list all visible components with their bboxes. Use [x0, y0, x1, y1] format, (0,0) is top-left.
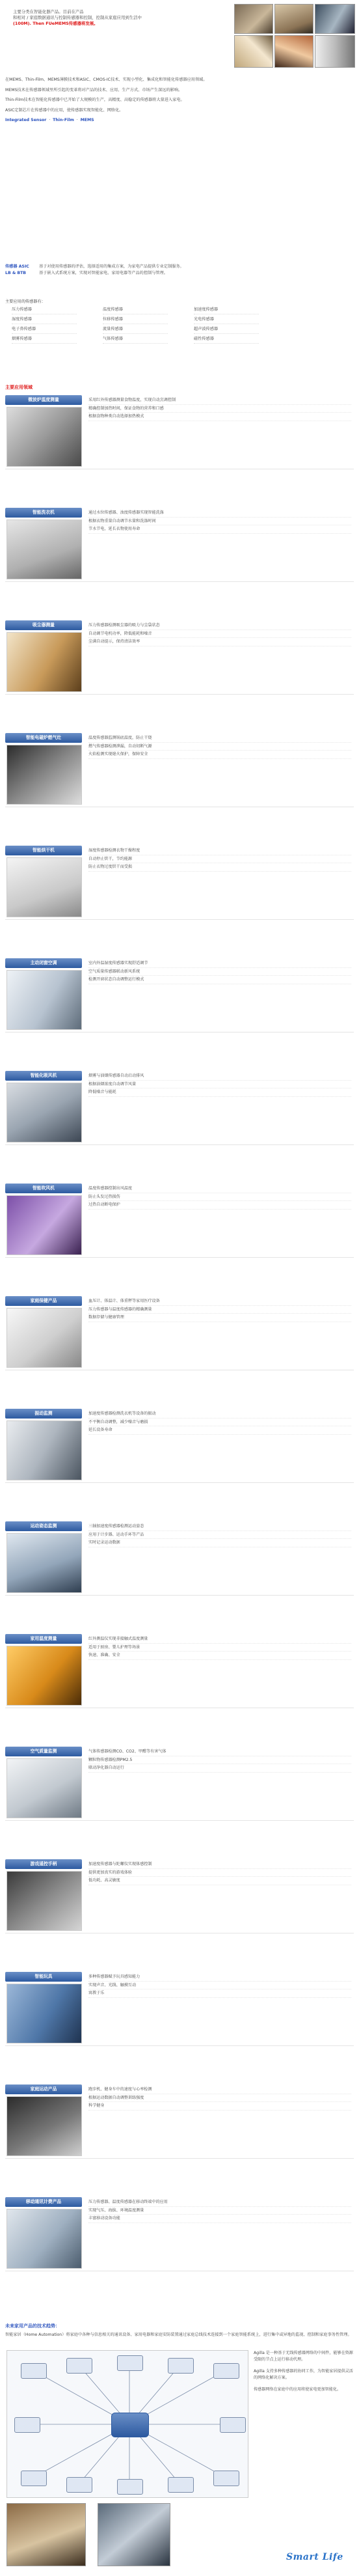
application-photo [7, 1984, 82, 2043]
application-description-line: 温度传感器监测锅底温度，防止干烧 [88, 734, 351, 743]
header-photo-collage [234, 4, 355, 68]
sensor-item: 位移传感器 [103, 316, 168, 324]
intro-paragraph: MEMS技术在传感器领域里所引起的变革将对产品的技术、应用、生产方式、市场产生深远的影响。 [5, 87, 183, 92]
application-label: 智能烘干机 [5, 846, 82, 855]
application-description-line: 自动调节电机功率，降低能耗和噪音 [88, 630, 351, 639]
header-line: 主要分类在智能化器产品。目前在产品 [13, 9, 84, 14]
application-label: 空气质量监测 [5, 1747, 82, 1756]
application-description-line: 红外测温仪实现非接触式温度测量 [88, 1635, 351, 1644]
photo [315, 35, 355, 68]
application-description-line: 根据运动数据自动调整训练强度 [88, 2094, 351, 2103]
application-description-line: 空气质量传感器联动新风系统 [88, 968, 351, 976]
network-device-node [168, 2477, 194, 2493]
application-label: 智能洗衣机 [5, 508, 82, 518]
application-description-line: 三轴加速度传感器检测运动姿态 [88, 1523, 351, 1531]
network-device-node [66, 2477, 92, 2493]
application-description [88, 1410, 351, 1435]
application-photo [7, 857, 82, 917]
intro-paragraph: Thin-Film技术在智能化传感器中已开始了大规模的生产，高精度、高稳定的传感器将大量进入家电。 [5, 98, 185, 102]
application-description [88, 1185, 351, 1210]
sensor-item: 气体传感器 [103, 335, 168, 344]
application-label: 微波炉温度测量 [5, 395, 82, 405]
application-description-line: 过热自动断电保护 [88, 1201, 351, 1210]
application-row [5, 730, 354, 807]
application-row [5, 1068, 354, 1145]
service-type-text: 基于嵌入式系统方案，实现对智能家电、家用电器等产品的控制与管理。 [39, 271, 168, 275]
application-description-line: 延长设备寿命 [88, 1426, 351, 1435]
application-description-line: 精确控制加热时间，保证食物的营养和口感 [88, 405, 351, 413]
application-description-line: 科学健身 [88, 2102, 351, 2111]
application-description-line: 实现声音、光线、触摸互动 [88, 1982, 351, 1990]
sensor-item: 温度传感器 [103, 306, 168, 314]
intro-paragraph: ASIC定制芯片在传感器中的应用，使传感器实现智能化、网络化。 [5, 107, 124, 113]
application-description-line: 数据存储与健康管理 [88, 1314, 351, 1322]
network-device-node [66, 2358, 92, 2374]
keyword: Thin-Film [53, 118, 74, 122]
application-row [5, 2195, 354, 2271]
service-type-label: 传感器 ASIC [5, 264, 29, 269]
application-description-line: 自动停止烘干，节约能源 [88, 855, 351, 864]
application-photo [7, 970, 82, 1030]
agilla-paragraph: Agilla 支持多种传感器的协同工作，为智能家居提供灵活的网络化解决方案。 [254, 2369, 353, 2380]
application-description-line: 提供更加真实的游戏体验 [88, 1869, 351, 1877]
application-photo [7, 1308, 82, 1368]
application-label: 主动闭窗空调 [5, 958, 82, 968]
application-label: 智能化吸风机 [5, 1071, 82, 1081]
application-description-line: 多种传感器赋予玩具感知能力 [88, 1973, 351, 1982]
application-description-line: 室内外温湿度传感器实现舒适调节 [88, 960, 351, 968]
service-type-row [5, 264, 354, 270]
application-row [5, 393, 354, 469]
application-description-line: 通过水位传感器、浊度传感器实现智能洗涤 [88, 509, 351, 518]
application-description-line: 适用于厨房、婴儿护理等场景 [88, 1644, 351, 1652]
application-photo [7, 745, 82, 805]
application-label: 智能电磁炉燃气灶 [5, 733, 82, 743]
application-description-line: 火焰检测实现熄火保护，保障安全 [88, 751, 351, 759]
sensor-item: 超声波传感器 [194, 325, 259, 334]
application-row [5, 1294, 354, 1370]
application-description-line: 检测开窗状态自动调整运行模式 [88, 976, 351, 984]
keyword: Integrated Sensor [5, 118, 47, 122]
application-label: 振动监测 [5, 1409, 82, 1419]
application-photo [7, 1646, 82, 1706]
sensor-item: 压力传感器 [12, 306, 77, 314]
application-row [5, 505, 354, 582]
network-device-node [213, 2363, 239, 2379]
application-description [88, 1635, 351, 1660]
application-row [5, 618, 354, 695]
application-description [88, 1297, 351, 1322]
application-row [5, 1969, 354, 2046]
application-description [88, 2198, 351, 2223]
application-label: 移动通讯计费产品 [5, 2197, 82, 2207]
sensor-item: 电子鼻传感器 [12, 325, 77, 334]
application-description-line: 降低噪音与能耗 [88, 1088, 351, 1097]
application-description [88, 396, 351, 421]
application-description-line: 跑步机、健身车中的速度与心率检测 [88, 2086, 351, 2094]
sensor-item: 光电传感器 [194, 316, 259, 324]
application-photo [7, 1758, 82, 1818]
header-text [13, 9, 228, 27]
application-description [88, 1748, 351, 1773]
application-description-line: 实时记录运动数据 [88, 1539, 351, 1547]
application-row [5, 956, 354, 1032]
application-row [5, 1744, 354, 1821]
sensor-table-caption: 主要应用的传感器有： [5, 299, 46, 304]
sensor-table [5, 298, 291, 344]
agilla-paragraph: Agilla 是一种基于无线传感器网络的中间件，能够在资源受限的节点上运行移动代理。 [254, 2351, 353, 2362]
control-panel-photo [98, 2503, 170, 2566]
application-photo [7, 1420, 82, 1480]
keyword: MEMS [80, 118, 94, 122]
application-description-line: 不平衡自动调整，减少噪音与磨损 [88, 1419, 351, 1427]
agilla-description [254, 2350, 354, 2398]
network-device-node [168, 2358, 194, 2374]
sensor-item: 流量传感器 [103, 325, 168, 334]
application-photo [7, 2209, 82, 2269]
application-description-line: 防止头发过热损伤 [88, 1193, 351, 1202]
application-description-line: 丰富移动设备功能 [88, 2215, 351, 2223]
application-description-line: 根据衣物重量自动调节水量和洗涤时间 [88, 518, 351, 526]
application-label: 游戏遥控手柄 [5, 1859, 82, 1869]
application-row [5, 1631, 354, 1708]
application-photo [7, 1083, 82, 1143]
section-title: 主要应用领域 [5, 385, 33, 390]
home-gateway-hub [111, 2413, 149, 2437]
network-device-node [117, 2355, 143, 2371]
network-device-node [21, 2471, 47, 2486]
service-type-label: LB & BTB [5, 271, 27, 275]
header-line: 和相对 / 家庭数据通讯与控制传感器和控制，控制从家庭应用到生活中 [13, 15, 142, 20]
application-description-line: 血压计、体温计、体重秤等家用医疗设备 [88, 1297, 351, 1306]
application-description-line: 气体传感器检测CO、CO2、甲醛等有害气体 [88, 1748, 351, 1756]
application-description [88, 622, 351, 646]
application-photo [7, 1533, 82, 1593]
application-description [88, 1861, 351, 1885]
service-types [5, 264, 354, 277]
network-device-node [213, 2471, 239, 2486]
sensor-item: 湿度传感器 [12, 316, 77, 324]
application-description-line: 低功耗、高灵敏度 [88, 1877, 351, 1885]
application-description-line: 温度传感器控制出风温度 [88, 1185, 351, 1193]
future-trends-title: 未来家用产品的技术趋势： [5, 2323, 60, 2329]
application-description [88, 960, 351, 984]
application-photo [7, 519, 82, 579]
smart-life-logo: Smart Life [286, 2552, 343, 2562]
application-label: 智能玩具 [5, 1972, 82, 1982]
application-description-line: 烟雾与油烟传感器自动启动排风 [88, 1072, 351, 1081]
application-description-line: 快速、准确、安全 [88, 1652, 351, 1660]
application-description-line: 压力传感器检测吸尘器的吸力与尘袋状态 [88, 622, 351, 630]
application-row [5, 1406, 354, 1483]
future-trends-text: 智能家居（Home Automation）将家庭中各种与信息相关的通讯设备、家用电器和家庭安防装置通过家庭总线技术连接到一个家庭智能系统上，进行集中或异地的监视、控制和家庭事务性管理。 [5, 2333, 352, 2337]
application-description-line: 节水节电，延长衣物使用寿命 [88, 525, 351, 534]
network-device-node [21, 2363, 47, 2379]
application-description [88, 1523, 351, 1547]
application-description-line: 加速度传感器检测洗衣机等设备的振动 [88, 1410, 351, 1419]
application-description-line: 燃气传感器检测泄漏，自动切断气源 [88, 743, 351, 751]
application-description-line: 防止衣物过度烘干而受损 [88, 863, 351, 872]
photo [234, 4, 273, 34]
application-description [88, 1072, 351, 1097]
photo [274, 35, 313, 68]
application-row [5, 1181, 354, 1258]
application-description-line: 联动净化器自动运行 [88, 1764, 351, 1773]
network-device-node [220, 2417, 246, 2433]
service-type-text: 基于对使用传感器的评估，选择适用的集成方案，为家电产品提供专业定制服务。 [39, 264, 184, 269]
application-description [88, 847, 351, 872]
network-device-node [117, 2479, 143, 2495]
service-type-row [5, 270, 354, 277]
application-description [88, 1973, 351, 1998]
header [0, 0, 359, 73]
network-device-node [14, 2417, 40, 2433]
application-label: 运动姿态监测 [5, 1521, 82, 1531]
photo [315, 4, 355, 34]
intro-paragraph: 在MEMS、Thin-Film、MEMS薄膜技术和ASIC、CMOS-IC技术、实现小型化、集成化和智能化传感器应用领域。 [5, 77, 207, 82]
sensor-grid [5, 306, 291, 344]
application-description [88, 2086, 351, 2111]
application-description-line: 根据油烟浓度自动调节风量 [88, 1081, 351, 1089]
application-label: 吸尘器测量 [5, 620, 82, 630]
application-description-line: 压力传感器、温度传感器在移动终端中的应用 [88, 2198, 351, 2207]
application-description [88, 734, 351, 759]
application-label: 智能吹风机 [5, 1184, 82, 1193]
application-description-line: 应用于计步器、运动手环等产品 [88, 1531, 351, 1540]
application-description-line: 加速度传感器与陀螺仪实现体感控制 [88, 1861, 351, 1869]
application-description-line: 寓教于乐 [88, 1989, 351, 1998]
application-description-line: 采用红外传感器测量食物温度，实现自动烹调控制 [88, 396, 351, 405]
application-description-line: 实现气压、海拔、环境温度测量 [88, 2207, 351, 2215]
application-photo [7, 632, 82, 692]
application-photo [7, 407, 82, 467]
application-description-line: 颗粒物传感器检测PM2.5 [88, 1756, 351, 1765]
application-row [5, 843, 354, 920]
application-label: 家庭运动产品 [5, 2084, 82, 2094]
application-photo [7, 1195, 82, 1255]
application-label: 家用温度测量 [5, 1634, 82, 1644]
smart-home-network-diagram [7, 2350, 248, 2498]
sensor-item: 磁性传感器 [194, 335, 259, 344]
living-room-photo [7, 2503, 86, 2566]
application-photo [7, 2096, 82, 2156]
application-description-line: 湿度传感器检测衣物干燥程度 [88, 847, 351, 855]
sensor-item: 加速度传感器 [194, 306, 259, 314]
application-row [5, 1857, 354, 1933]
agilla-paragraph: 传感器网络在家庭中的应用将使家电更加智能化。 [254, 2387, 341, 2392]
application-description-line: 压力传感器与温度传感器的精确测量 [88, 1306, 351, 1314]
intro [5, 77, 354, 128]
application-description-line: 尘满自动提示，保持清洁效率 [88, 638, 351, 646]
application-description-line: 根据食物种类自动选择加热模式 [88, 413, 351, 421]
application-row [5, 2082, 354, 2159]
photo [274, 4, 313, 34]
application-photo [7, 1871, 82, 1931]
application-label: 家庭保健产品 [5, 1296, 82, 1306]
header-accent-line: (100M). Then FUeMEMS传感器将发展。 [13, 21, 98, 26]
photo [234, 35, 273, 68]
intro-keywords: Integrated Sensor · Thin-Film · MEMS [5, 118, 94, 122]
sensor-item: 烟雾传感器 [12, 335, 77, 344]
application-row [5, 1519, 354, 1596]
application-description [88, 509, 351, 534]
